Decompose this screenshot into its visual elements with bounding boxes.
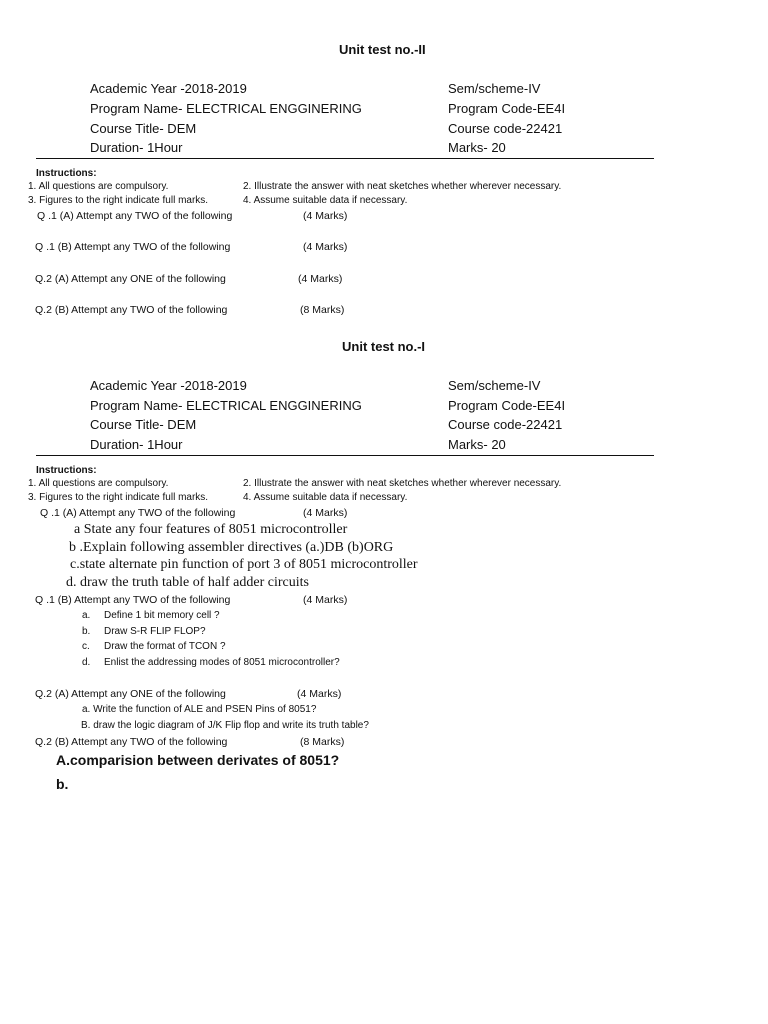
test2-program-name: Program Name- ELECTRICAL ENGGINERING — [90, 101, 362, 116]
test1-q1b-item-a: Define 1 bit memory cell ? — [104, 610, 220, 621]
test1-divider — [36, 455, 654, 456]
test2-q2b-marks: (8 Marks) — [300, 304, 345, 316]
test2-divider — [36, 158, 654, 159]
test1-duration: Duration- 1Hour — [90, 437, 183, 452]
test1-sem: Sem/scheme-IV — [448, 378, 541, 393]
test2-duration: Duration- 1Hour — [90, 140, 183, 155]
test1-q1b-item-a-marker: a. — [82, 610, 91, 621]
test1-q1a-item-a: a State any four features of 8051 microcontroller — [74, 522, 348, 537]
test2-course-code: Course code-22421 — [448, 121, 563, 136]
test1-q1a-item-d: d. draw the truth table of half adder circuits — [66, 575, 309, 590]
test2-q1a-label: Q .1 (A) Attempt any TWO of the following — [37, 210, 233, 222]
test1-q2b-marks: (8 Marks) — [300, 736, 345, 748]
test1-q2b-label: Q.2 (B) Attempt any TWO of the following — [35, 736, 228, 748]
test1-instruction-3: 3. Figures to the right indicate full marks. — [28, 492, 209, 503]
test2-q1b-marks: (4 Marks) — [303, 241, 348, 253]
test2-instructions-label: Instructions: — [36, 168, 97, 179]
test1-q1b-label: Q .1 (B) Attempt any TWO of the following — [35, 594, 231, 606]
test2-instruction-3: 3. Figures to the right indicate full marks. — [28, 195, 209, 206]
test1-marks: Marks- 20 — [448, 437, 506, 452]
test2-sem: Sem/scheme-IV — [448, 81, 541, 96]
test2-q2a-marks: (4 Marks) — [298, 273, 343, 285]
test1-q2a-item-a: a. Write the function of ALE and PSEN Pins of 8051? — [82, 704, 317, 715]
test1-q1a-marks: (4 Marks) — [303, 507, 348, 519]
test2-academic-year: Academic Year -2018-2019 — [90, 81, 247, 96]
test1-academic-year: Academic Year -2018-2019 — [90, 378, 247, 393]
test1-q2a-item-b: B. draw the logic diagram of J/K Flip flop and write its truth table? — [81, 720, 369, 731]
test1-q2a-marks: (4 Marks) — [297, 688, 342, 700]
test1-q1b-item-c: Draw the format of TCON ? — [104, 641, 226, 652]
test1-q1b-item-d-marker: d. — [82, 657, 91, 668]
test2-instruction-2: 2. Illustrate the answer with neat sketches whether wherever necessary. — [243, 181, 562, 192]
test2-q2a-label: Q.2 (A) Attempt any ONE of the following — [35, 273, 226, 285]
test2-marks: Marks- 20 — [448, 140, 506, 155]
test1-q2b-item-b: b. — [56, 776, 69, 792]
test2-title: Unit test no.-II — [339, 42, 426, 57]
test1-q1a-label: Q .1 (A) Attempt any TWO of the following — [40, 507, 236, 519]
test1-instructions-label: Instructions: — [36, 465, 97, 476]
test1-program-name: Program Name- ELECTRICAL ENGGINERING — [90, 398, 362, 413]
test1-program-code: Program Code-EE4I — [448, 398, 566, 413]
test1-q2b-item-a: A.comparision between derivates of 8051? — [56, 752, 340, 768]
test1-course-code: Course code-22421 — [448, 417, 563, 432]
test1-q1a-item-c: c.state alternate pin function of port 3 of 8051 microcontroller — [70, 557, 418, 572]
test2-q2b-label: Q.2 (B) Attempt any TWO of the following — [35, 304, 228, 316]
test2-instruction-4: 4. Assume suitable data if necessary. — [243, 195, 408, 206]
test2-q1a-marks: (4 Marks) — [303, 210, 348, 222]
test1-course-title: Course Title- DEM — [90, 417, 197, 432]
test1-q1b-item-d: Enlist the addressing modes of 8051 microcontroller? — [104, 657, 340, 668]
test1-instruction-4: 4. Assume suitable data if necessary. — [243, 492, 408, 503]
test2-program-code: Program Code-EE4I — [448, 101, 566, 116]
test2-course-title: Course Title- DEM — [90, 121, 197, 136]
test1-q1a-item-b: b .Explain following assembler directives (a.)DB (b)ORG — [69, 540, 394, 555]
test1-q1b-marks: (4 Marks) — [303, 594, 348, 606]
test1-instruction-2: 2. Illustrate the answer with neat sketches whether wherever necessary. — [243, 478, 562, 489]
test1-q1b-item-b: Draw S-R FLIP FLOP? — [104, 626, 206, 637]
test2-q1b-label: Q .1 (B) Attempt any TWO of the following — [35, 241, 231, 253]
test2-instruction-1: 1. All questions are compulsory. — [28, 181, 169, 192]
test1-instruction-1: 1. All questions are compulsory. — [28, 478, 169, 489]
test1-q1b-item-b-marker: b. — [82, 626, 91, 637]
test1-q1b-item-c-marker: c. — [82, 641, 90, 652]
test1-title: Unit test no.-I — [342, 339, 426, 354]
test1-q2a-label: Q.2 (A) Attempt any ONE of the following — [35, 688, 226, 700]
